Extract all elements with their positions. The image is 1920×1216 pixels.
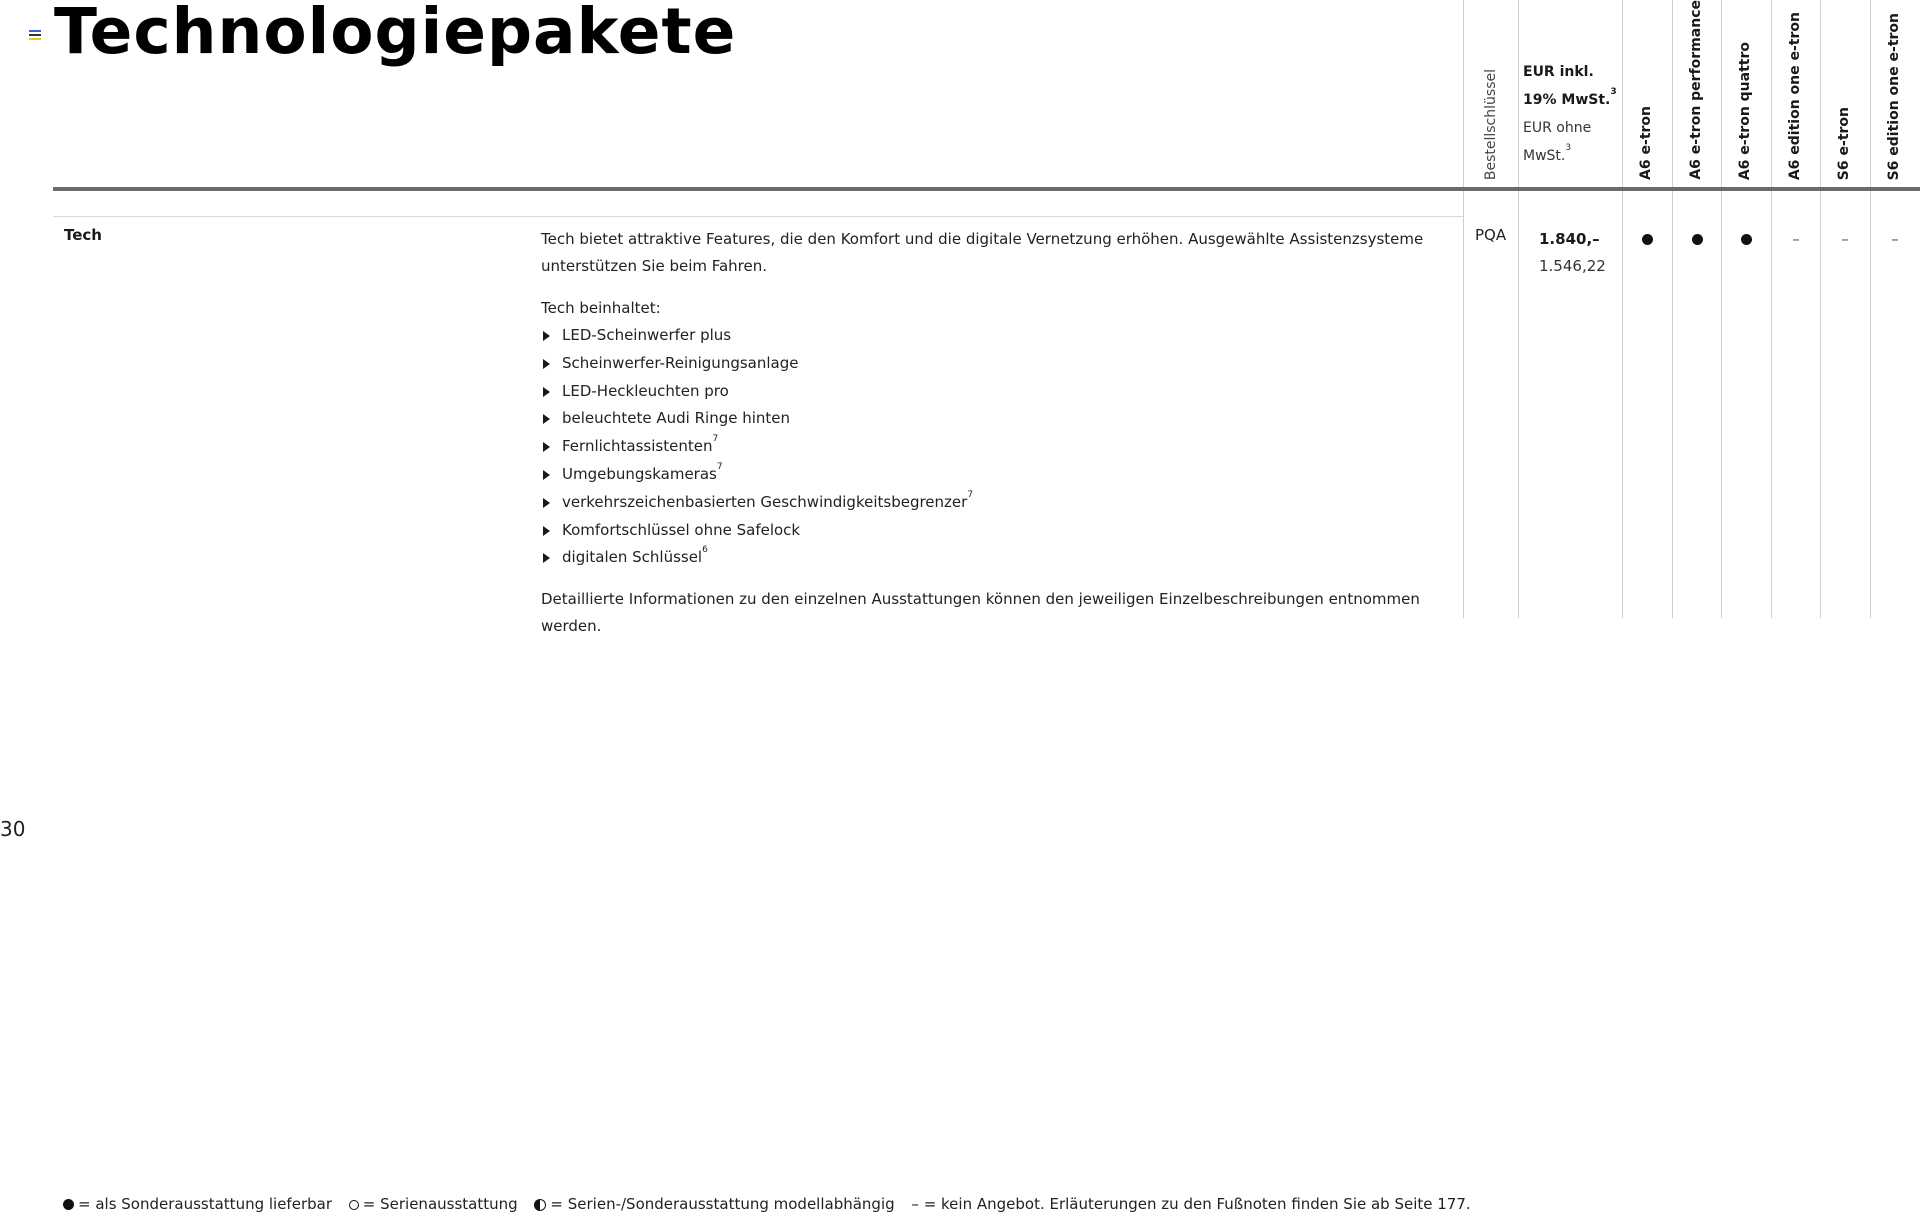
list-item: verkehrszeichenbasierten Geschwindigkeitsbegrenzer$^7$: [541, 489, 1466, 517]
list-item: beleuchtete Audi Ringe hinten: [541, 405, 1466, 433]
availability-cell: [1722, 226, 1770, 253]
header-price-net-label: EUR ohne: [1523, 120, 1592, 136]
list-item: Komfortschlüssel ohne Safelock: [541, 517, 1466, 545]
column-divider: [1870, 0, 1871, 618]
header-divider: [53, 187, 1920, 191]
row-divider: [53, 216, 1463, 217]
header-price-gross-label2: 19% MwSt.: [1523, 92, 1611, 108]
column-divider: [1672, 0, 1673, 618]
description-text: Tech bietet attraktive Features, die den Komfort und die digitale Vernetzung erhöhen. Ausgewählte Assistenzsysteme unterstützen Sie beim Fahren.: [541, 230, 1424, 275]
filled-circle-icon: [1741, 234, 1752, 245]
order-code: PQA: [1475, 226, 1507, 244]
price-cell: [1539, 226, 1606, 280]
footnote-ref: 3: [1565, 143, 1572, 153]
header-model: A6 e-tron performance: [1688, 0, 1704, 180]
header-model: A6 edition one e-tron: [1787, 11, 1803, 180]
title-marker-icon: [29, 30, 41, 40]
dash-symbol: –: [1792, 230, 1800, 248]
dash-symbol: –: [1891, 230, 1899, 248]
page-title: Technologiepakete: [54, 0, 737, 68]
column-divider: [1820, 0, 1821, 618]
bullet-triangle-icon: [543, 553, 550, 563]
column-divider: [1518, 0, 1519, 618]
header-price: [1523, 58, 1627, 170]
column-divider: [1771, 0, 1772, 618]
price-gross: 1.840,–: [1539, 230, 1600, 248]
header-model: A6 e-tron quattro: [1737, 41, 1753, 180]
availability-cell: [1821, 226, 1869, 253]
bullet-triangle-icon: [543, 331, 550, 341]
header-price-net-label2: MwSt.: [1523, 148, 1566, 164]
availability-cell: [1673, 226, 1721, 253]
detail-note: Detaillierte Informationen zu den einzelnen Ausstattungen können den jeweiligen Einzelbeschreibungen entnommen werden.: [541, 590, 1420, 636]
legend: [63, 1195, 1471, 1213]
page-number: 30: [0, 817, 26, 841]
bullet-triangle-icon: [543, 498, 550, 508]
bullet-triangle-icon: [543, 442, 550, 452]
bullet-triangle-icon: [543, 387, 550, 397]
list-item: LED-Scheinwerfer plus: [541, 322, 1466, 350]
header-order-key: Bestellschlüssel: [1483, 68, 1499, 180]
availability-cell: [1772, 226, 1820, 253]
header-model: S6 e-tron: [1836, 106, 1852, 180]
list-item: digitalen Schlüssel$^6$: [541, 544, 1466, 572]
legend-none: – = kein Angebot. Erläuterungen zu den Fußnoten finden Sie ab Seite 177.: [911, 1195, 1471, 1213]
feature-description: [541, 226, 1466, 640]
feature-name: Tech: [64, 226, 102, 244]
header-model: S6 edition one e-tron: [1886, 12, 1902, 180]
legend-standard: = Serienausstattung: [362, 1195, 518, 1213]
filled-circle-icon: [1642, 234, 1653, 245]
feature-list: [541, 322, 1466, 572]
half-circle-icon: [534, 1199, 546, 1211]
availability-cell: [1871, 226, 1919, 253]
list-item: Scheinwerfer-Reinigungsanlage: [541, 350, 1466, 378]
hollow-circle-icon: [349, 1200, 359, 1210]
bullet-triangle-icon: [543, 414, 550, 424]
filled-circle-icon: [63, 1199, 74, 1210]
legend-optional: = als Sonderausstattung lieferbar: [78, 1195, 332, 1213]
list-item: Fernlichtassistenten$^7$: [541, 433, 1466, 461]
header-model: A6 e-tron: [1638, 106, 1654, 180]
bullet-triangle-icon: [543, 526, 550, 536]
column-divider: [1721, 0, 1722, 618]
footnote-ref: 3: [1610, 87, 1617, 97]
price-net: 1.546,22: [1539, 257, 1606, 275]
bullet-triangle-icon: [543, 359, 550, 369]
bullet-triangle-icon: [543, 470, 550, 480]
dash-symbol: –: [1841, 230, 1849, 248]
list-item: Umgebungskameras$^7$: [541, 461, 1466, 489]
header-price-gross-label: EUR inkl.: [1523, 64, 1594, 80]
list-item: LED-Heckleuchten pro: [541, 378, 1466, 406]
filled-circle-icon: [1692, 234, 1703, 245]
availability-cell: [1623, 226, 1671, 253]
includes-label: Tech beinhaltet:: [541, 299, 661, 317]
legend-model-dependent: = Serien-/Sonderausstattung modellabhängig: [550, 1195, 895, 1213]
